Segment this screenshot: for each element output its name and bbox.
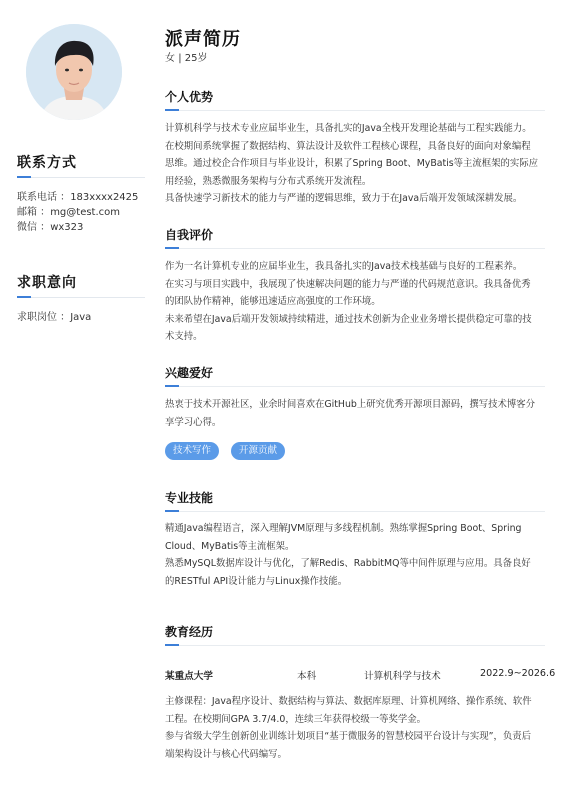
hobbies-line: 享学习心得。 [165, 416, 222, 428]
intent-divider [17, 297, 145, 298]
email-label: 邮箱 [17, 207, 37, 218]
email-row: 邮箱 ：mg@test.com [17, 207, 121, 218]
school-name: 某重点大学 [165, 671, 213, 682]
phone-value: 183xxxx2425 [70, 192, 139, 203]
resume-name: 派声简历 [165, 29, 241, 50]
sidebar [0, 0, 150, 800]
phone-label: 联系电话 [17, 192, 57, 203]
avatar [26, 24, 122, 120]
advantages-title: 个人优势 [165, 90, 214, 104]
advantages-line: 在校期间系统掌握了数据结构、算法设计及软件工程核心课程，具备良好的面向对象编程 [165, 140, 531, 152]
hobbies-accent [165, 385, 179, 387]
self-eval-title: 自我评价 [165, 228, 214, 242]
skills-body [165, 520, 547, 590]
contact-heading: 联系方式 [17, 155, 77, 171]
advantages-accent [165, 109, 179, 111]
intent-heading: 求职意向 [17, 275, 77, 291]
self-eval-line: 的团队协作精神，能够迅速适应高强度的工作环境。 [165, 296, 381, 308]
skills-line: 的RESTful API设计能力与Linux操作技能。 [165, 575, 348, 587]
self-eval-line: 术支持。 [165, 331, 203, 343]
hobbies-title: 兴趣爱好 [165, 366, 214, 380]
degree: 本科 [297, 671, 317, 682]
education-line: 端架构设计与核心代码编写。 [165, 748, 287, 760]
phone-row: 联系电话 ：183xxxx2425 [17, 192, 139, 203]
wechat-value: wx323 [50, 222, 84, 233]
self-eval-line: 未来希望在Java后端开发领域持续精进，通过技术创新为企业业务增长提供稳定可靠的技 [165, 313, 532, 325]
position-label: 求职岗位 [17, 312, 57, 323]
hobbies-body [165, 396, 547, 431]
skills-title: 专业技能 [165, 491, 214, 505]
advantages-line: 具备快速学习新技术的能力与严谨的逻辑思维，致力于在Java后端开发领域深耕发展。 [165, 193, 523, 205]
self-eval-divider [165, 248, 545, 249]
self-eval-line: 在实习与项目实践中，我展现了快速解决问题的能力与严谨的代码规范意识。我具备优秀 [165, 278, 531, 290]
hobbies-line: 热衷于技术开源社区，业余时间喜欢在GitHub上研究优秀开源项目源码，撰写技术博客分 [165, 399, 535, 410]
self-eval-body [165, 258, 547, 346]
wechat-row: 微信 ：wx323 [17, 222, 84, 233]
skills-line: 熟悉MySQL数据库设计与优化，了解Redis、RabbitMQ等中间件原理与应用。具备良好 [165, 558, 531, 570]
gender: 女 [165, 53, 175, 64]
email-value: mg@test.com [50, 207, 121, 218]
meta-separator: | [178, 53, 182, 64]
advantages-line: 计算机科学与技术专业应届毕业生，具备扎实的Java全栈开发理论基础与工程实践能力。 [165, 123, 532, 134]
advantages-body [165, 120, 547, 208]
intent-accent [17, 296, 31, 298]
major: 计算机科学与技术 [364, 671, 441, 682]
hobbies-divider [165, 386, 545, 387]
self-eval-accent [165, 247, 179, 249]
position-value: Java [70, 312, 92, 323]
contact-accent [17, 176, 31, 178]
tag-tech-writing: 技术写作 [165, 442, 219, 460]
education-accent [165, 644, 179, 646]
avatar-photo-icon [26, 24, 122, 120]
basic-info [165, 49, 207, 64]
education-divider [165, 645, 545, 646]
contact-divider [17, 177, 145, 178]
education-line: 参与省级大学生创新创业训练计划项目“基于微服务的智慧校园平台设计与实现”，负责后 [165, 731, 531, 743]
education-line: 工程。在校期间GPA 3.7/4.0，连续三年获得校级一等奖学金。 [165, 713, 426, 725]
skills-divider [165, 511, 545, 512]
self-eval-line: 作为一名计算机专业的应届毕业生，我具备扎实的Java技术栈基础与良好的工程素养。 [165, 261, 523, 272]
education-title: 教育经历 [165, 625, 214, 639]
skills-line: Cloud、MyBatis等主流框架。 [165, 540, 295, 552]
tag-open-source: 开源贡献 [231, 442, 285, 460]
age: 25岁 [184, 53, 208, 64]
advantages-line: 用经验，熟悉微服务架构与分布式系统开发流程。 [165, 175, 372, 187]
education-line: 主修课程：Java程序设计、数据结构与算法、数据库原理、计算机网络、操作系统、软件 [165, 696, 532, 707]
skills-line: 精通Java编程语言，深入理解JVM原理与多线程机制。熟练掌握Spring Boot、Spring [165, 523, 522, 534]
education-body [165, 693, 547, 763]
advantages-line: 思维。通过校企合作项目与毕业设计，积累了Spring Boot、MyBatis等主流框架的实际应 [165, 158, 539, 170]
advantages-divider [165, 110, 545, 111]
wechat-label: 微信 [17, 222, 37, 233]
study-period: 2022.9~2026.6 [480, 668, 556, 679]
skills-accent [165, 510, 179, 512]
position-row: 求职岗位 ：Java [17, 312, 92, 323]
